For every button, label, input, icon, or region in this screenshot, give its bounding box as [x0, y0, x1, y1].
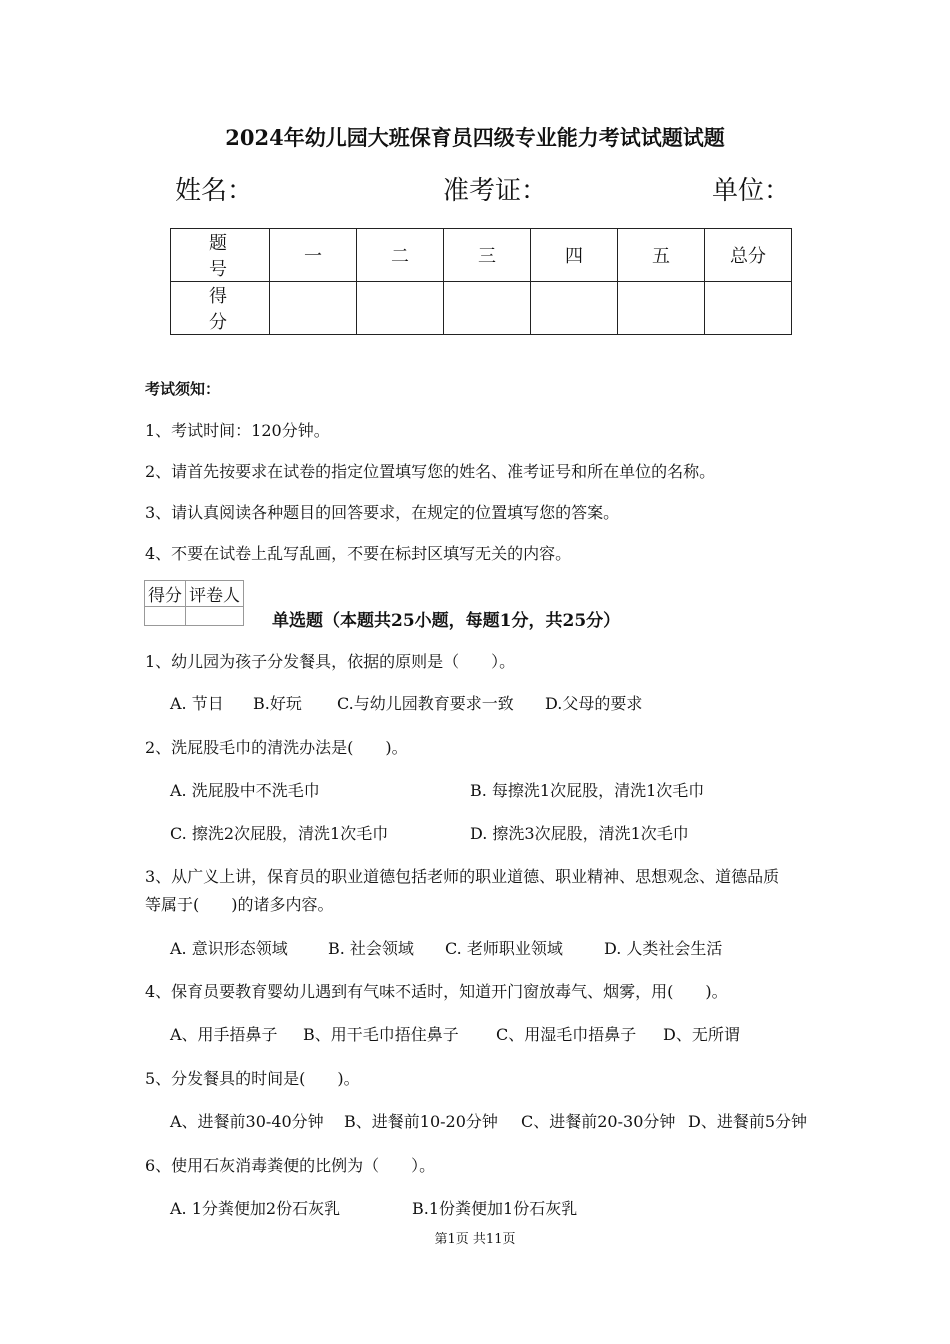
question-stem: 4、保育员要教育婴幼儿遇到有气味不适时，知道开门窗放毒气、烟雾，用( )。: [145, 982, 728, 1001]
score-cell: [705, 282, 792, 335]
score-cell: [444, 282, 531, 335]
question-option: D. 人类社会生活: [604, 939, 723, 958]
notice-item: 2、请首先按要求在试卷的指定位置填写您的姓名、准考证号和所在单位的名称。: [145, 462, 716, 481]
question-option: C、用湿毛巾捂鼻子: [496, 1025, 637, 1044]
score-table-header: 总分: [705, 229, 792, 282]
question-option: A. 节日: [170, 694, 224, 713]
score-row-label: 得 分: [171, 282, 270, 335]
question-option: C、进餐前20-30分钟: [521, 1112, 676, 1131]
grader-box: [144, 580, 244, 626]
question-option: C. 擦洗2次屁股，清洗1次毛巾: [170, 824, 389, 843]
notice-heading: 考试须知：: [145, 380, 221, 398]
question-stem: 1、幼儿园为孩子分发餐具，依据的原则是（ ）。: [145, 652, 516, 671]
page-number-footer: 第1页 共11页: [434, 1232, 516, 1247]
score-cell: [531, 282, 618, 335]
question-option: B.1份粪便加1份石灰乳: [412, 1199, 578, 1218]
question-stem-continued: 等属于( )的诸多内容。: [145, 895, 334, 914]
question-option: A. 意识形态领域: [170, 939, 288, 958]
question-option: B. 社会领域: [328, 939, 414, 958]
score-cell: [618, 282, 705, 335]
grader-reviewer-cell: [186, 607, 244, 626]
score-table-header: 四: [531, 229, 618, 282]
question-option: C. 老师职业领域: [445, 939, 563, 958]
score-table-header: 三: [444, 229, 531, 282]
section-title: 单选题（本题共25小题，每题1分，共25分）: [272, 611, 621, 631]
score-table-header: 二: [357, 229, 444, 282]
score-table-header-row: [171, 229, 792, 282]
question-option: A. 1分粪便加2份石灰乳: [170, 1199, 341, 1218]
page-title: 2024年幼儿园大班保育员四级专业能力考试试题试题: [225, 125, 725, 150]
exam-id-field-label: 准考证：: [443, 176, 548, 206]
question-option: C.与幼儿园教育要求一致: [337, 694, 514, 713]
question-option: A、进餐前30-40分钟: [170, 1112, 324, 1131]
question-option: D.父母的要求: [545, 694, 643, 713]
question-option: B.好玩: [253, 694, 302, 713]
grader-score-cell: [145, 607, 186, 626]
question-option: A. 洗屁股中不洗毛巾: [170, 781, 320, 800]
score-table-row: [171, 282, 792, 335]
question-option: D、进餐前5分钟: [688, 1112, 808, 1131]
notice-item: 1、考试时间：120分钟。: [145, 421, 330, 440]
question-stem: 5、分发餐具的时间是( )。: [145, 1069, 360, 1088]
question-option: D、无所谓: [663, 1025, 740, 1044]
question-option: B、进餐前10-20分钟: [344, 1112, 498, 1131]
question-option: B、用干毛巾捂住鼻子: [303, 1025, 459, 1044]
question-option: D. 擦洗3次屁股，清洗1次毛巾: [470, 824, 689, 843]
question-option: B. 每擦洗1次屁股，清洗1次毛巾: [470, 781, 705, 800]
score-table-header: 题 号: [171, 229, 270, 282]
question-stem: 2、洗屁股毛巾的清洗办法是( )。: [145, 738, 408, 757]
grader-score-label: 得分: [145, 581, 186, 607]
score-table-header: 五: [618, 229, 705, 282]
question-option: A、用手捂鼻子: [170, 1025, 278, 1044]
score-table: [170, 228, 792, 335]
score-table-header: 一: [270, 229, 357, 282]
score-cell: [357, 282, 444, 335]
grader-reviewer-label: 评卷人: [186, 581, 244, 607]
name-field-label: 姓名：: [175, 176, 254, 206]
score-cell: [270, 282, 357, 335]
unit-field-label: 单位：: [712, 176, 791, 206]
notice-item: 4、不要在试卷上乱写乱画，不要在标封区填写无关的内容。: [145, 544, 572, 563]
question-stem: 3、从广义上讲，保育员的职业道德包括老师的职业道德、职业精神、思想观念、道德品质: [145, 867, 780, 886]
question-stem: 6、使用石灰消毒粪便的比例为（ ）。: [145, 1156, 436, 1175]
notice-item: 3、请认真阅读各种题目的回答要求，在规定的位置填写您的答案。: [145, 503, 620, 522]
